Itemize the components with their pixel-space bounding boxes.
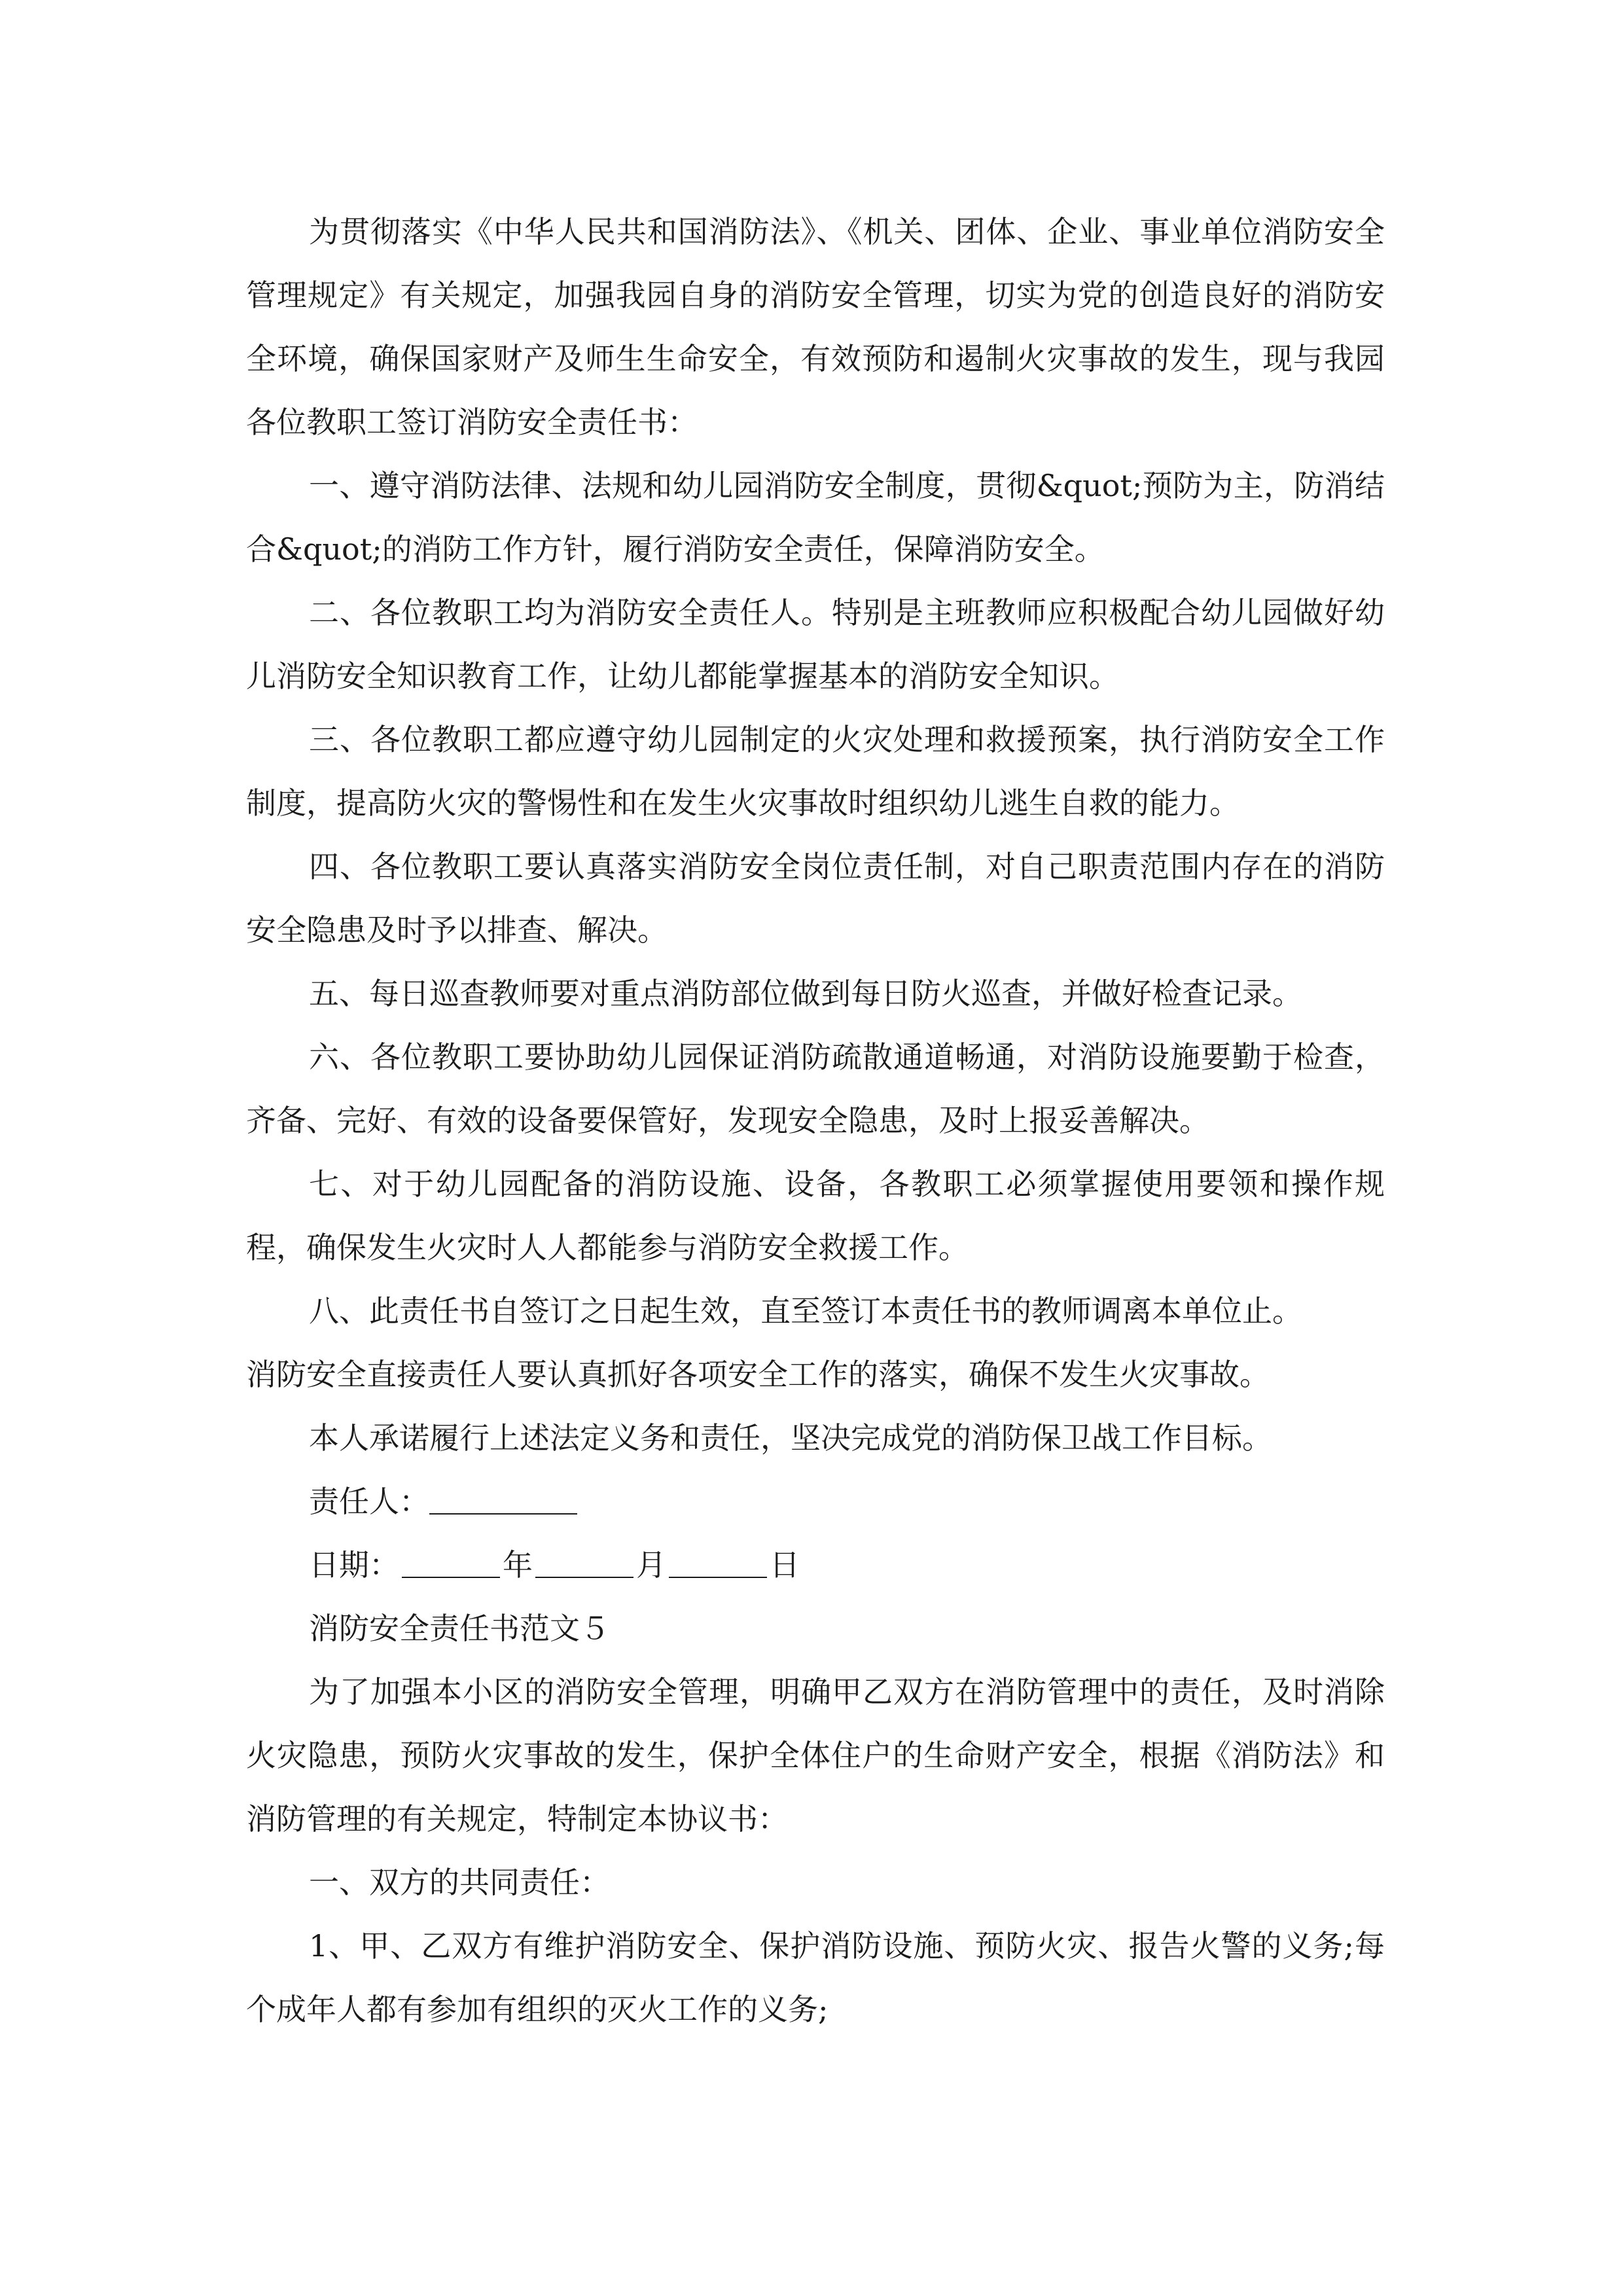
intro-paragraph: 为贯彻落实《中华人民共和国消防法》、《机关、团体、企业、事业单位消防安全管理规定》有关规定，加强我园自身的消防安全管理，切实为党的创造良好的消防安全环境，确保国家财产及师生生命安全，有效预防和遏制火灾事故的发生，现与我园各位教职工签订消防安全责任书： [246,214,1385,440]
month-blank[interactable] [535,1547,633,1578]
clause-4: 四、各位教职工要认真落实消防安全岗位责任制，对自己职责范围内存在的消防安全隐患及时予以排查、解决。 [246,849,1385,948]
year-blank[interactable] [402,1547,500,1578]
shared-responsibility-heading: 一、双方的共同责任： [309,1865,610,1900]
day-label: 日 [770,1547,800,1583]
clause-6: 六、各位教职工要协助幼儿园保证消防疏散通道畅通，对消防设施要勤于检查，齐备、完好、有效的设备要保管好，发现安全隐患，及时上报妥善解决。 [246,1039,1385,1138]
clause-5: 五、每日巡查教师要对重点消防部位做到每日防火巡查，并做好检查记录。 [309,976,1302,1011]
responsible-person-line [246,1470,1385,1534]
date-line [246,1534,1385,1597]
clause-7: 七、对于幼儿园配备的消防设施、设备，各教职工必须掌握使用要领和操作规程，确保发生火灾时人人都能参与消防安全救援工作。 [246,1166,1385,1265]
year-label: 年 [503,1547,533,1583]
clause-3: 三、各位教职工都应遵守幼儿园制定的火灾处理和救援预案，执行消防安全工作制度，提高防火灾的警惕性和在发生火灾事故时组织幼儿逃生自救的能力。 [246,722,1385,821]
section-title: 消防安全责任书范文５ [309,1611,610,1646]
day-blank[interactable] [669,1547,767,1578]
clause-2: 二、各位教职工均为消防安全责任人。特别是主班教师应积极配合幼儿园做好幼儿消防安全知识教育工作，让幼儿都能掌握基本的消防安全知识。 [246,595,1385,694]
commitment-line: 本人承诺履行上述法定义务和责任，坚决完成党的消防保卫战工作目标。 [309,1420,1272,1456]
clause-8: 八、此责任书自签订之日起生效，直至签订本责任书的教师调离本单位止。 [309,1293,1302,1329]
agreement-intro: 为了加强本小区的消防安全管理，明确甲乙双方在消防管理中的责任，及时消除火灾隐患，预防火灾事故的发生，保护全体住户的生命财产安全，根据《消防法》和消防管理的有关规定，特制定本协议书： [246,1674,1385,1837]
shared-responsibility-item-1: 1、甲、乙双方有维护消防安全、保护消防设施、预防火灾、报告火警的义务;每个成年人都有参加有组织的灭火工作的义务; [246,1928,1385,2027]
clause-1: 一、遵守消防法律、法规和幼儿园消防安全制度，贯彻&quot;预防为主，防消结合&quot;的消防工作方针，履行消防安全责任，保障消防安全。 [246,468,1385,567]
responsibility-line: 消防安全直接责任人要认真抓好各项安全工作的落实，确保不发生火灾事故。 [246,1357,1270,1392]
responsible-blank[interactable] [429,1483,577,1515]
date-label: 日期： [309,1547,399,1583]
document-body [246,200,1385,2041]
month-label: 月 [636,1547,666,1583]
responsible-label: 责任人： [309,1484,429,1519]
